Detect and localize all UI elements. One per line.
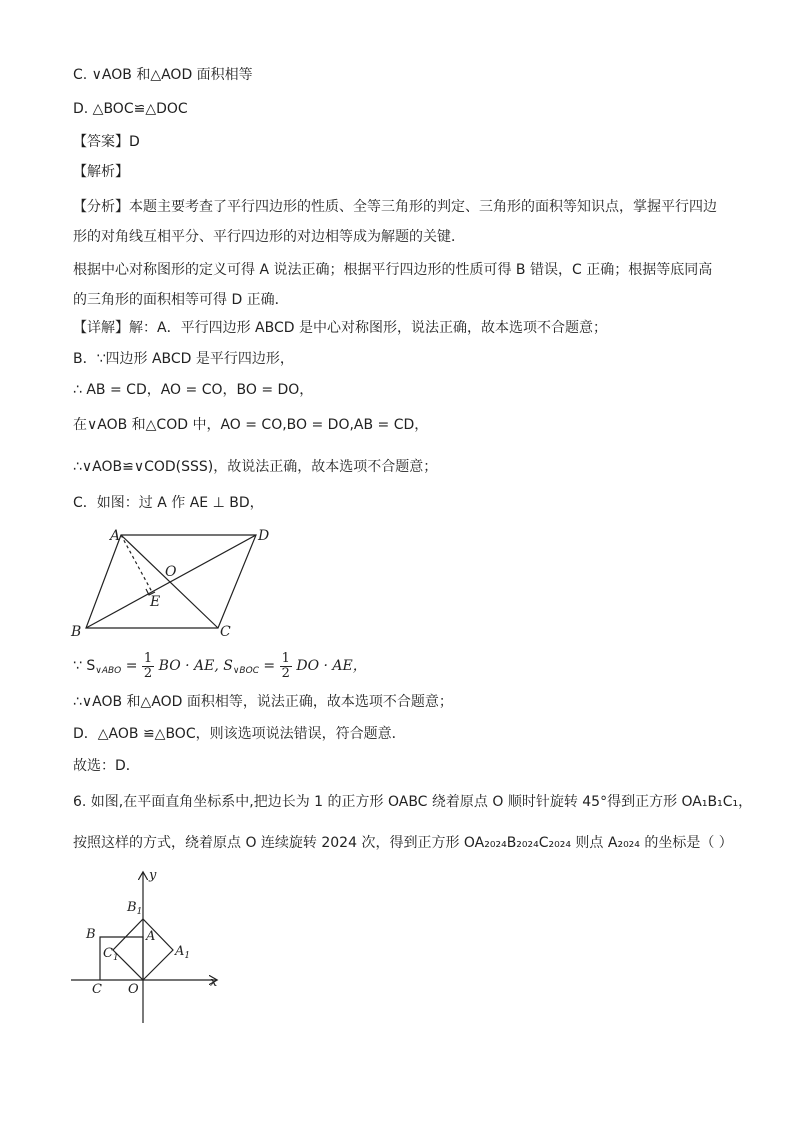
question-6-line2: 按照这样的方式，绕着原点 O 连续旋转 2024 次，得到正方形 OA₂₀₂₄B₂₀₂₄C₂₀₂₄ 则点 A₂₀₂₄ 的坐标是（ ） bbox=[73, 835, 733, 851]
axis-label-y: y bbox=[149, 868, 157, 883]
label-b1: $B_1$ bbox=[127, 900, 143, 917]
analysis-paragraph: 【分析】本题主要考查了平行四边形的性质、全等三角形的判定、三角形的面积等知识点，掌握平行四边形的对角线互相平分、平行四边形的对边相等成为解题的关键． bbox=[73, 199, 717, 245]
label-a: A bbox=[146, 929, 156, 944]
label-o: O bbox=[165, 564, 177, 580]
label-a: A bbox=[110, 528, 121, 544]
detail-b3: 在∨AOB 和△COD 中，AO = CO,BO = DO,AB = CD， bbox=[73, 417, 429, 433]
detail-c1: C．如图：过 A 作 AE ⊥ BD， bbox=[73, 495, 264, 511]
label-a1: $A_1$ bbox=[175, 944, 191, 961]
detail-b4: ∴∨AOB≌∨COD(SSS)，故说法正确，故本选项不合题意； bbox=[73, 459, 438, 475]
detail-b2: ∴ AB = CD，AO = CO，BO = DO， bbox=[73, 382, 314, 398]
diagonal-ac bbox=[121, 535, 218, 628]
option-d: D. △BOC≌△DOC bbox=[73, 101, 188, 117]
detail-b1: B．∵四边形 ABCD 是平行四边形， bbox=[73, 351, 294, 367]
option-c: C. ∨AOB 和△AOD 面积相等 bbox=[73, 67, 253, 83]
basis-paragraph: 根据中心对称图形的定义可得 A 说法正确；根据平行四边形的性质可得 B 错误，C 正确；根据等底同高的三角形的面积相等可得 D 正确． bbox=[73, 262, 713, 308]
label-e: E bbox=[150, 594, 161, 610]
area-formula: ∵ $S_{\vee ABO}$ = $\frac{1}{2}$ BO · AE, $S_{\vee BOC}$ = $\frac{1}{2}$ DO · AE， bbox=[73, 650, 367, 681]
label-c: C bbox=[92, 982, 102, 997]
coordinate-figure bbox=[66, 865, 236, 1030]
parallelogram-figure bbox=[66, 520, 276, 645]
choose-line: 故选：D． bbox=[73, 758, 140, 774]
answer-line: 【答案】D bbox=[73, 134, 140, 150]
detail-d: D．△AOB ≌△BOC，则该选项说法错误，符合题意． bbox=[73, 726, 406, 742]
label-c: C bbox=[220, 624, 231, 640]
label-origin: O bbox=[128, 982, 139, 997]
diagonal-bd bbox=[86, 535, 256, 628]
detail-a: 【详解】解：A．平行四边形 ABCD 是中心对称图形，说法正确，故本选项不合题意； bbox=[73, 320, 607, 336]
axis-label-x: x bbox=[210, 975, 218, 990]
label-c1: $C_1$ bbox=[103, 946, 119, 963]
question-6-line1: 6. 如图,在平面直角坐标系中,把边长为 1 的正方形 OABC 绕着原点 O 顺时针旋转 45°得到正方形 OA₁B₁C₁， bbox=[73, 794, 753, 810]
analysis-heading: 【解析】 bbox=[73, 164, 129, 180]
label-b: B bbox=[86, 927, 96, 942]
detail-c3: ∴∨AOB 和△AOD 面积相等，说法正确，故本选项不合题意； bbox=[73, 694, 453, 710]
altitude-ae bbox=[121, 535, 152, 592]
label-b: B bbox=[71, 624, 82, 640]
label-d: D bbox=[258, 528, 270, 544]
